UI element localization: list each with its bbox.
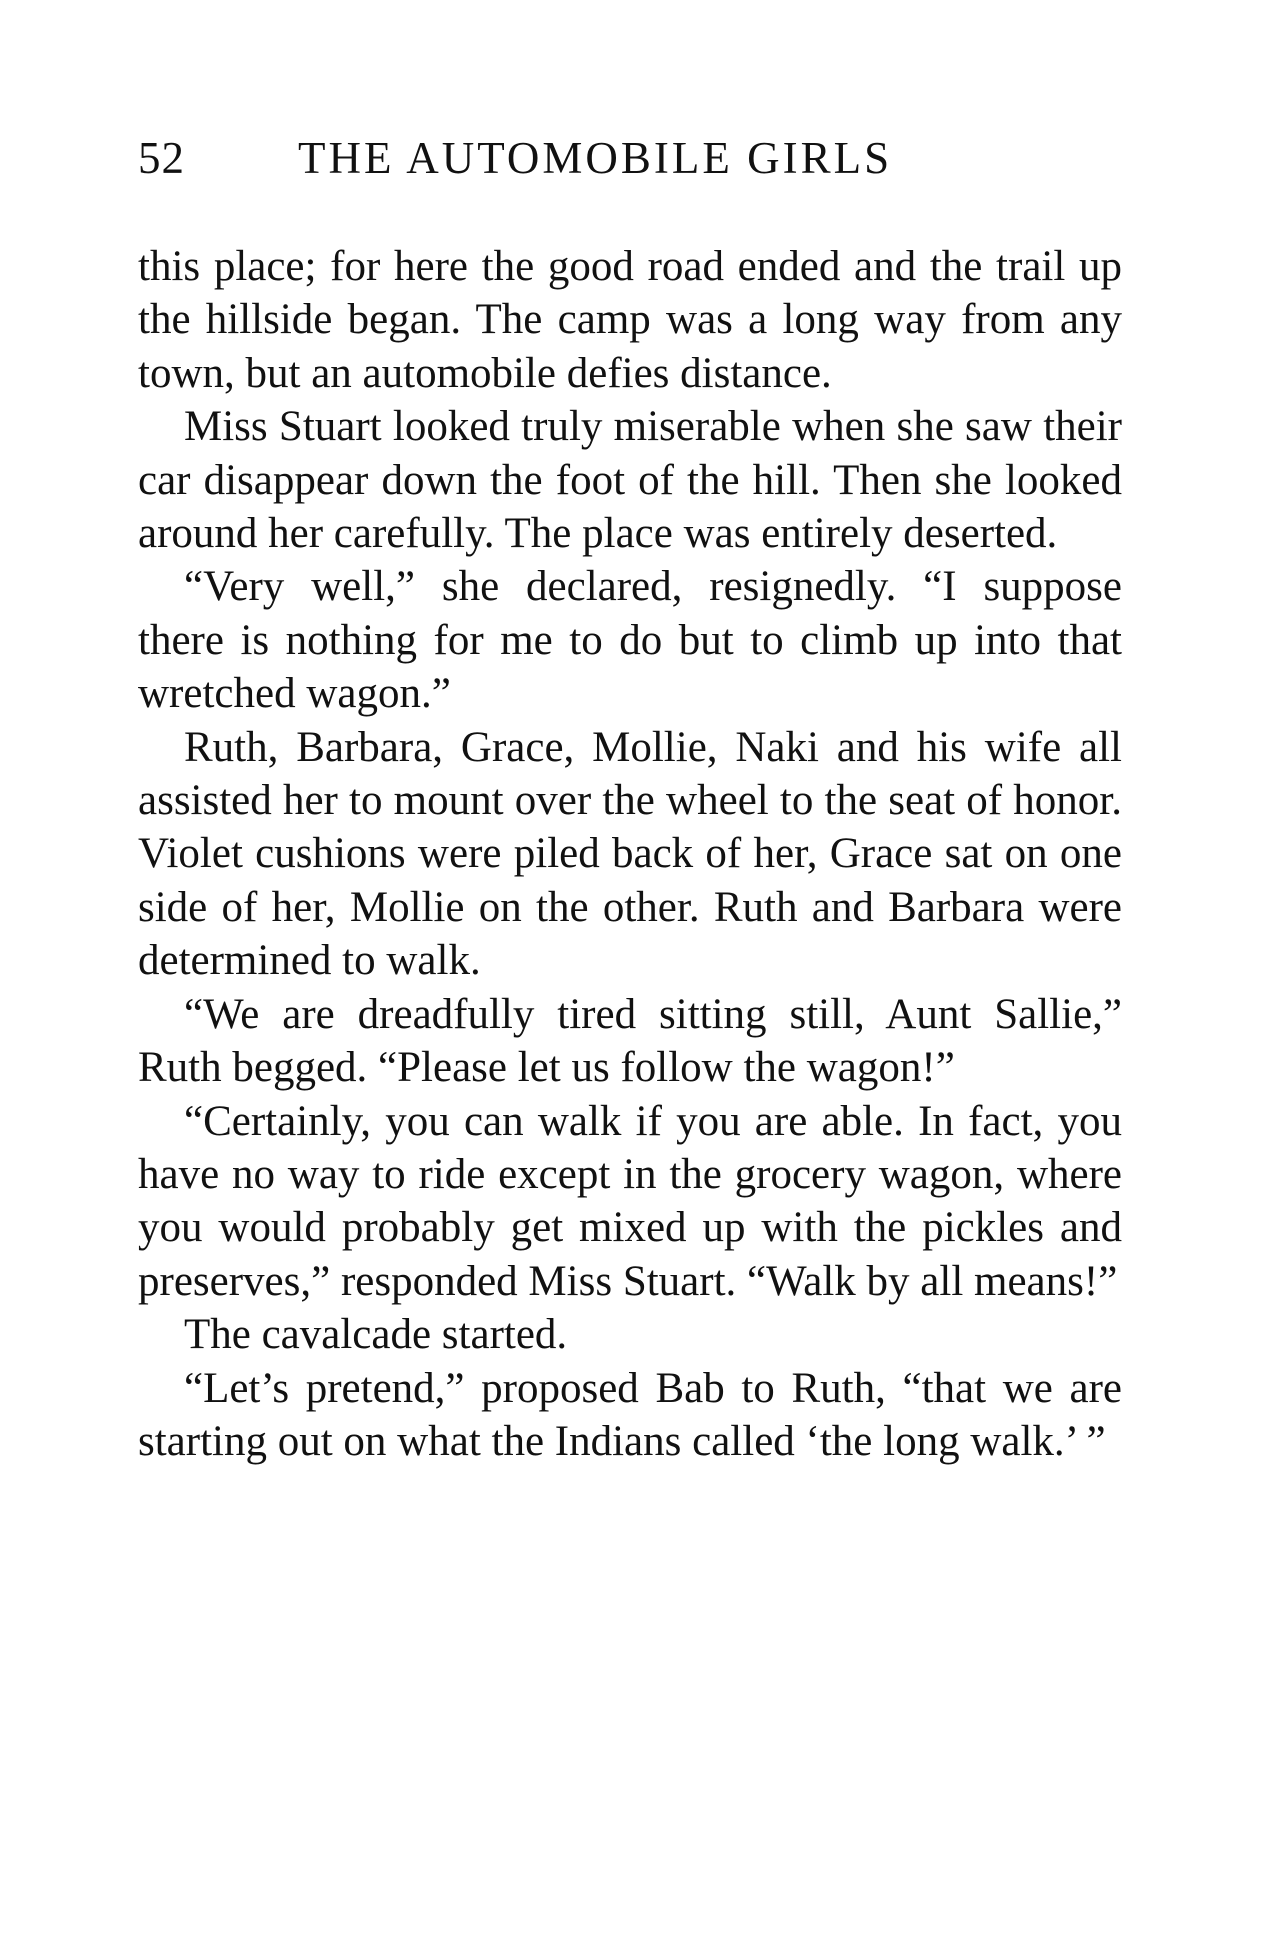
paragraph: The cavalcade started.	[184, 1311, 568, 1359]
paragraph: “Certainly, you can walk if you are able. In fact, you have no way to ride except in the grocery wagon, where you would probably get mixed up with the pickles and preserves,” responded Miss Stuart. “Walk by all means!”	[138, 1097, 1122, 1305]
paragraph: “Very well,” she declared, resignedly. “I suppose there is nothing for me to do but to climb up into that wretched wagon.”	[138, 563, 1122, 718]
paragraph: Miss Stuart looked truly miserable when she saw their car disappear down the foot of the hill. Then she looked around her carefully. The place was entirely deserted.	[138, 403, 1122, 558]
running-title: THE AUTOMOBILE GIRLS	[298, 133, 893, 183]
paragraph: “Let’s pretend,” proposed Bab to Ruth, “that we are starting out on what the Indians called ‘the long walk.’ ”	[138, 1364, 1122, 1465]
paragraph: “We are dreadfully tired sitting still, Aunt Sallie,” Ruth begged. “Please let us follow the wagon!”	[138, 990, 1122, 1092]
page-number: 52	[138, 133, 185, 183]
paragraph: Ruth, Barbara, Grace, Mollie, Naki and his wife all assisted her to mount over the wheel to the seat of honor. Violet cushions were piled back of her, Grace sat on one side of her, Mollie on the other. Ruth and Barbara were determined to walk.	[138, 723, 1122, 985]
running-head	[138, 128, 958, 188]
paragraph: this place; for here the good road ended and the trail up the hillside began. The camp was a long way from any town, but an automobile defies distance.	[138, 243, 1122, 397]
text-body	[138, 240, 1122, 1468]
